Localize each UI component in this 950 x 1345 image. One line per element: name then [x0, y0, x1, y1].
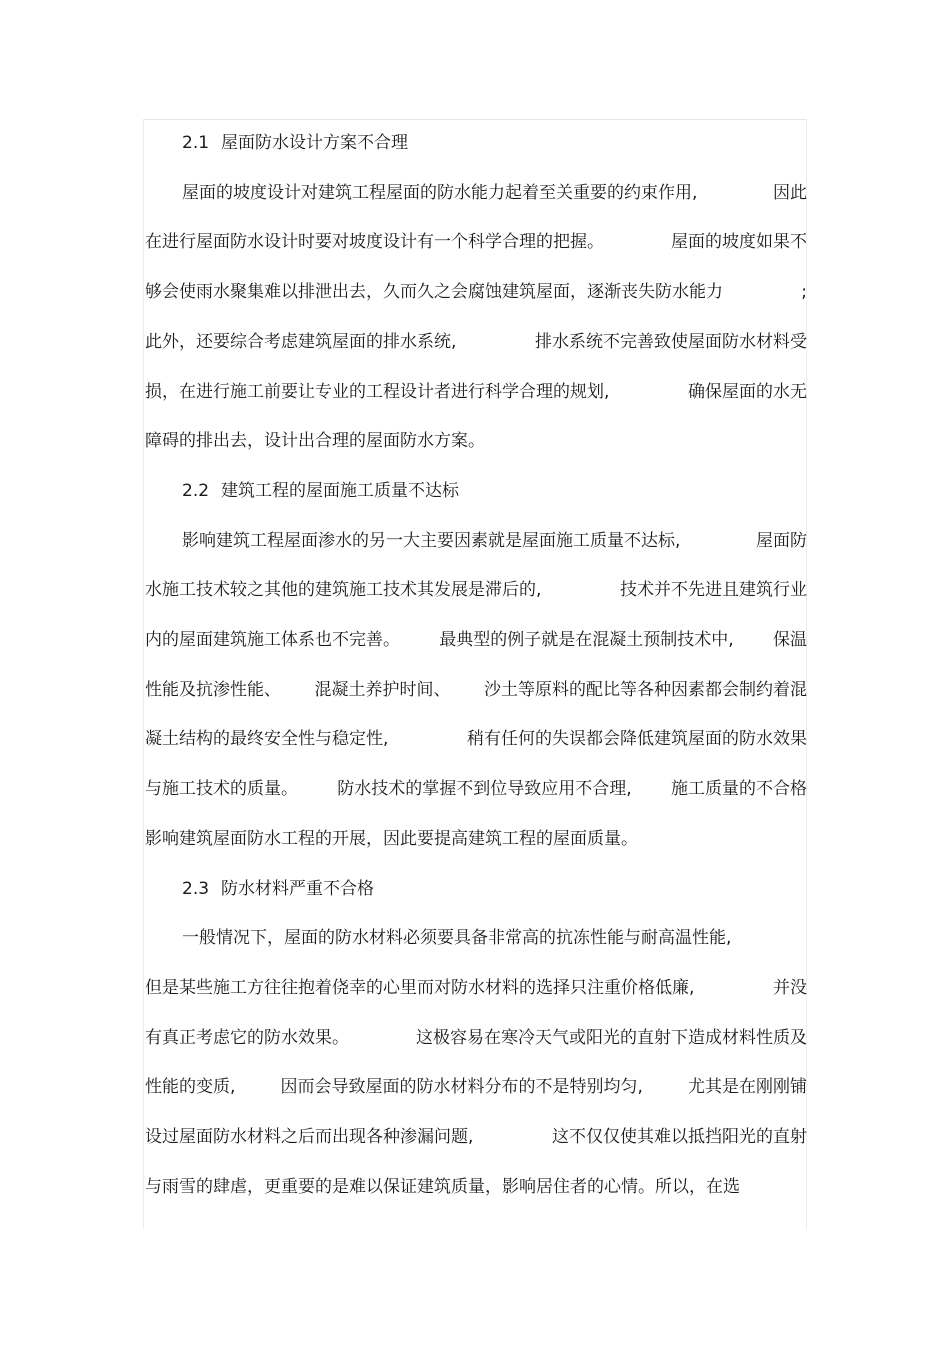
- text-segment: 障碍的排出去，设计出合理的屋面防水方案。: [145, 431, 485, 452]
- text-segment: 性能的变质,: [145, 1077, 236, 1098]
- text-segment: 设过屋面防水材料之后而出现各种渗漏问题,: [145, 1127, 474, 1147]
- section-heading: [182, 128, 408, 158]
- paragraph-line: [145, 824, 807, 854]
- text-segment: 因此: [773, 182, 807, 203]
- text-segment: 但是某些施工方往往抱着侥幸的心里而对防水材料的选择只注重价格低廉,: [145, 977, 695, 998]
- text-segment: 性能及抗渗性能、: [145, 679, 281, 700]
- text-segment: 此外，还要综合考虑建筑屋面的排水系统,: [145, 331, 457, 352]
- section-title: 防水材料严重不合格: [221, 878, 375, 899]
- paragraph-line: [145, 675, 807, 705]
- text-segment: 确保屋面的水无: [688, 381, 807, 402]
- section-number: 2.1: [182, 133, 210, 153]
- text-segment: 影响建筑屋面防水工程的开展，因此要提高建筑工程的屋面质量。: [145, 828, 638, 849]
- section-heading: [182, 874, 374, 904]
- text-segment: 有真正考虑它的防水效果。: [145, 1027, 349, 1048]
- text-segment: 损，在进行施工前要让专业的工程设计者进行科学合理的规划,: [145, 381, 610, 402]
- paragraph-line: [145, 1172, 807, 1202]
- section-number: 2.3: [182, 878, 210, 899]
- text-segment: 够会使雨水聚集难以排泄出去，久而久之会腐蚀建筑屋面，逐渐丧失防水能力: [145, 282, 723, 303]
- paragraph-line: [182, 526, 807, 556]
- paragraph-line: [145, 1023, 807, 1053]
- text-segment: 一般情况下，屋面的防水材料必须要具备非常高的抗冻性能与耐高温性能,: [182, 928, 732, 949]
- text-segment: 并没: [773, 977, 807, 998]
- text-segment: 混凝土养护时间、: [314, 679, 451, 700]
- paragraph-line: [145, 575, 807, 605]
- text-segment: 水施工技术较之其他的建筑施工技术其发展是滞后的,: [145, 580, 542, 601]
- section-title: 屋面防水设计方案不合理: [221, 133, 409, 153]
- paragraph-line: [182, 178, 807, 208]
- text-segment: 屋面防: [756, 530, 807, 551]
- paragraph-line: [145, 377, 807, 407]
- text-segment: 与施工技术的质量。: [145, 779, 298, 800]
- paragraph-line: [145, 1072, 807, 1102]
- paragraph-line: [145, 973, 807, 1003]
- section-number: 2.2: [182, 480, 210, 501]
- section-heading: [182, 476, 459, 506]
- text-segment: 屋面的坡度设计对建筑工程屋面的防水能力起着至关重要的约束作用,: [182, 182, 698, 203]
- paragraph-line: [145, 774, 807, 804]
- paragraph-line: [145, 625, 807, 655]
- text-segment: 影响建筑工程屋面渗水的另一大主要因素就是屋面施工质量不达标,: [182, 530, 681, 551]
- paragraph-line: [145, 426, 807, 456]
- paragraph-line: [145, 724, 807, 754]
- text-segment: 这不仅仅使其难以抵挡阳光的直射: [552, 1127, 807, 1147]
- text-segment: 排水系统不完善致使屋面防水材料受: [535, 331, 807, 352]
- text-segment: 保温: [773, 630, 807, 650]
- text-segment: 内的屋面建筑施工体系也不完善。: [145, 630, 400, 650]
- text-segment: 这极容易在寒冷天气或阳光的直射下造成材料性质及: [416, 1027, 807, 1048]
- text-segment: 尤其是在刚刚铺: [688, 1077, 807, 1098]
- text-segment: ;: [801, 282, 807, 303]
- paragraph-line: [145, 277, 807, 307]
- paragraph-line: [145, 227, 807, 257]
- text-segment: 因而会导致屋面的防水材料分布的不是特别均匀,: [280, 1077, 643, 1098]
- text-segment: 沙土等原料的配比等各种因素都会制约着混: [484, 679, 807, 700]
- text-segment: 屋面的坡度如果不: [671, 232, 807, 253]
- paragraph-line: [145, 327, 807, 357]
- text-segment: 凝土结构的最终安全性与稳定性,: [145, 729, 389, 750]
- section-title: 建筑工程的屋面施工质量不达标: [221, 480, 460, 501]
- text-segment: 与雨雪的肆虐，更重要的是难以保证建筑质量，影响居住者的心情。所以，在选: [145, 1176, 740, 1197]
- text-segment: 防水技术的掌握不到位导致应用不合理,: [337, 779, 632, 800]
- text-segment: 最典型的例子就是在混凝土预制技术中,: [439, 630, 734, 650]
- text-segment: 在进行屋面防水设计时要对坡度设计有一个科学合理的把握。: [145, 232, 604, 253]
- text-segment: 施工质量的不合格: [671, 779, 807, 800]
- text-segment: 技术并不先进且建筑行业: [620, 580, 807, 601]
- paragraph-line: [182, 923, 807, 953]
- paragraph-line: [145, 1122, 807, 1152]
- text-segment: 稍有任何的失误都会降低建筑屋面的防水效果: [467, 729, 807, 750]
